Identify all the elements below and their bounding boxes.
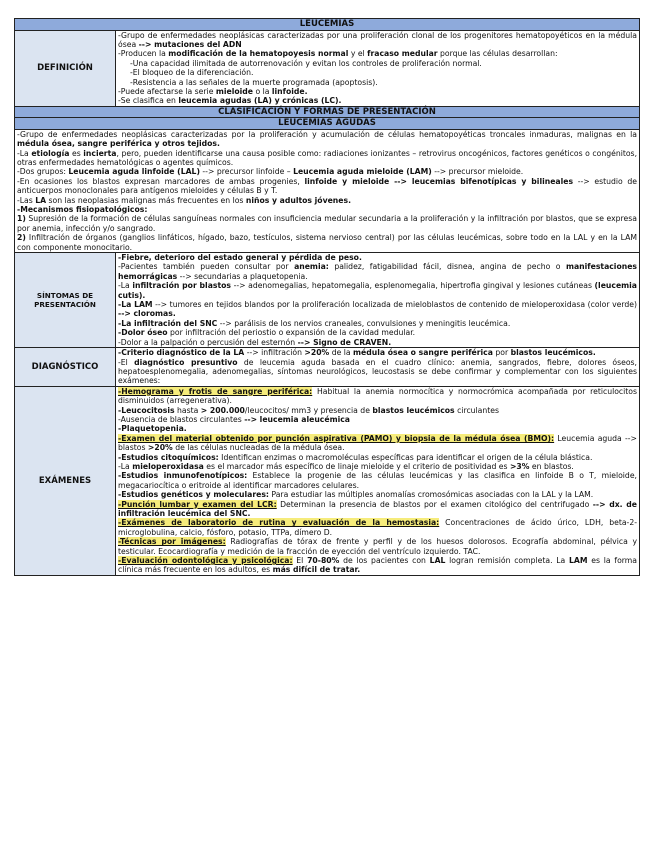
text-segment: Para estudiar las múltiples anomalías cromosómicas asociadas con la LAL y la LAM. [268, 490, 594, 500]
bold-text: --> dx. de infiltración leucémica del SNC. [118, 499, 637, 518]
text-line [17, 167, 637, 176]
text-segment: --> parálisis de los nervios craneales, convulsiones y meningitis leucémica. [217, 318, 511, 328]
clasificacion-row [15, 106, 640, 118]
text-segment: son las neoplasias malignas más frecuentes en los [46, 195, 246, 205]
sintomas-row [15, 253, 640, 348]
bold-text: -Fiebre, deterioro del estado general y pérdida de peso. [118, 253, 362, 263]
text-line [118, 500, 637, 519]
bold-text: linfoide y mieloide --> leucemias bifenotípicas y bilineales [304, 176, 574, 186]
clasificacion-title: CLASIFICACIÓN Y FORMAS DE PRESENTACIÓN [15, 106, 640, 118]
text-segment: circulantes [454, 405, 500, 415]
text-segment: en blastos. [529, 461, 574, 471]
text-segment: de las células nucleadas de la médula ósea. [172, 443, 345, 453]
text-segment: --> precursor linfoide – [199, 167, 294, 177]
bold-text: -La infiltración del SNC [118, 318, 218, 328]
text-segment: o la [253, 86, 272, 96]
text-line [118, 453, 637, 462]
bold-text: blastos leucémicos. [510, 348, 596, 358]
text-segment: -Dos grupos: [17, 167, 69, 177]
bold-text: --> cloromas. [118, 309, 176, 319]
text-segment: --> infiltración [244, 348, 305, 358]
text-line [118, 358, 637, 386]
text-segment: es el marcador más específico de linaje mieloide y el criterio de positividad es [203, 461, 510, 471]
text-line [118, 253, 637, 262]
text-line [118, 490, 637, 499]
text-segment: Leucemia aguda --> blastos [118, 433, 637, 453]
bold-text: >20% [304, 348, 330, 358]
highlighted-text: -Punción lumbar y examen del LCR: [118, 499, 277, 509]
highlighted-text: -Técnicas por imágenes: [118, 537, 226, 547]
text-segment: Determinan la presencia de blastos por el examen citológico del centrifugado [276, 499, 593, 509]
text-segment: y el [348, 49, 368, 59]
text-line [118, 424, 637, 433]
text-line [118, 434, 637, 453]
bold-text: -Dolor óseo [118, 328, 168, 338]
text-segment: -Ausencia de blastos circulantes [118, 414, 245, 424]
text-line [17, 149, 637, 168]
leucemias-sheet [14, 18, 639, 576]
text-line [118, 518, 637, 537]
bold-text: mieloperoxidasa [132, 461, 204, 471]
examenes-label: EXÁMENES [15, 386, 116, 575]
text-segment: -La [118, 281, 133, 291]
text-line [17, 205, 637, 214]
text-line [118, 338, 637, 347]
text-segment: de la [329, 348, 354, 358]
text-line [17, 177, 637, 196]
text-line [118, 68, 637, 77]
bold-text: manifestaciones hemorrágicas [118, 262, 637, 281]
bold-text: --> leucemia aleucémica [244, 414, 350, 424]
bold-text: mieloide [215, 86, 254, 96]
text-line [118, 96, 637, 105]
bold-text: más difícil de tratar. [272, 565, 361, 575]
agudas-title-row [15, 118, 640, 130]
agudas-row [15, 129, 640, 252]
text-segment: Supresión de la formación de células sanguíneas normales con insuficiencia medular secundaria a la proliferación y la infiltración por blastos, que se expresa por anemia, infección y/o sangrado. [17, 214, 637, 233]
text-segment: hasta [174, 405, 201, 415]
bold-text: blastos leucémicos [372, 405, 455, 415]
text-segment: es la forma clínica más frecuente en los adultos, es [118, 556, 637, 575]
bold-text: Leucemia aguda mieloide (LAM) [293, 167, 432, 177]
bold-text: LAL [429, 556, 446, 566]
text-line [118, 387, 637, 406]
text-segment: es [69, 148, 84, 158]
highlighted-text: -Evaluación odontológica y psicológica: [118, 556, 293, 566]
text-line [118, 537, 637, 556]
agudas-title: LEUCEMIAS AGUDAS [15, 118, 640, 130]
sintomas-content [116, 253, 640, 348]
text-segment: -El [118, 357, 135, 367]
text-segment: logran remisión completa. La [445, 556, 570, 566]
highlighted-text: -Examen del material obtenido por punción aspirativa (PAMO) y biopsia de la médula ósea (BMO): [118, 433, 555, 443]
text-segment: -Grupo de enfermedades neoplásicas caracterizadas por una proliferación clonal de los progenitores hematopoyéticos en la médula ósea [118, 30, 637, 49]
bold-text: diagnóstico presuntivo [134, 357, 238, 367]
bold-text: LAM [569, 556, 588, 566]
text-segment: --> estudio de anticuerpos monoclonales para antígenos mieloides y células B y T. [17, 176, 637, 196]
text-line [118, 348, 637, 357]
bold-text: -Leucocitosis [118, 405, 175, 415]
text-line [17, 214, 637, 233]
text-segment: , pero, pueden identificarse una causa posible como: radiaciones ionizantes – retrovirus oncogénicos, factores genéticos o congénitos, otras enfermedades hematológicas o agentes químicos. [17, 148, 638, 167]
bold-text: -Estudios citoquímicos: [118, 452, 219, 462]
text-segment: de los pacientes con [339, 556, 430, 566]
bold-text: etiología [31, 148, 70, 158]
bold-text: >3% [509, 461, 530, 471]
text-segment: -Las [17, 195, 36, 205]
text-segment: --> precursor mieloide. [431, 167, 524, 177]
text-line [118, 462, 637, 471]
sintomas-label: SÍNTOMAS DE PRESENTACIÓN [15, 253, 116, 348]
text-segment: -Se clasifica en [118, 96, 179, 106]
text-segment: Habitual la anemia normocítica y normocrómica acompañada por reticulocitos disminuidos (arregenerativa). [118, 386, 638, 406]
text-segment: de leucemia aguda basada en el cuadro clínico: anemia, sangrados, fiebre, dolores óseos, hepatoesplenomegalia, adenomegalias, síntomas neurológicos, leucostasis se debe confirmar y complementar con los siguientes exámenes: [118, 357, 637, 386]
text-line [118, 49, 637, 58]
text-segment: -Grupo de enfermedades neoplásicas caracterizadas por la proliferación y acumulación de células hematopoyéticas troncales inmaduras, malignas en la [17, 129, 637, 139]
highlighted-text: -Exámenes de laboratorio de rutina y evaluación de la hemostasia: [118, 518, 440, 528]
text-segment: --> tumores en tejidos blandos por la proliferación localizada de mieloblastos de contenido de mieloperoxidasa (color verde) [152, 300, 637, 310]
definicion-label: DEFINICIÓN [15, 30, 116, 106]
bold-text: Leucemia aguda linfoide (LAL) [68, 167, 200, 177]
text-line [118, 59, 637, 68]
bold-text: -Plaquetopenia. [118, 424, 187, 434]
text-segment: -En ocasiones los blastos expresan marcadores de ambas progenies, [17, 176, 305, 186]
text-line [118, 328, 637, 337]
text-line [118, 415, 637, 424]
text-segment: Infiltración de órganos (ganglios linfáticos, hígado, bazo, testículos, sistema nervioso central) por las células leucémicas, sobre todo en la LAL y en la LAM con componente monocitario. [17, 233, 637, 252]
text-line [118, 262, 637, 281]
highlighted-text: -Hemograma y frotis de sangre periférica: [118, 386, 313, 396]
text-segment: porque las células desarrollan: [437, 49, 558, 59]
bold-text: médula ósea, sangre periférica y otros tejidos. [17, 139, 220, 149]
bold-text: leucemia agudas (LA) y crónicas (LC). [178, 96, 342, 106]
bold-text: --> Signo de CRAVEN. [297, 337, 392, 347]
bold-text: anemia: [294, 262, 329, 272]
bold-text: médula ósea o sangre periférica [353, 348, 493, 358]
text-segment: Establece la progenie de las células leucémicas y las clasifica en linfoide B o T, mieloide, megacariocítica o eritroide al identificar marcadores celulares. [118, 471, 637, 490]
text-line [17, 233, 637, 252]
text-segment: Radiografías de tórax de frente y perfil y de los huesos dolorosos. Ecografía abdominal, pélvica y testicular. Ecocardiografía y medición de la fracción de eyección del ventrículo izquierdo. TAC. [118, 537, 637, 556]
table-title: LEUCEMIAS [15, 19, 640, 31]
definicion-content [116, 30, 640, 106]
definicion-row [15, 30, 640, 106]
bold-text: -Mecanismos fisiopatológicos: [17, 205, 148, 214]
bold-text: LA [35, 195, 47, 205]
text-line [17, 196, 637, 205]
diagnostico-row [15, 348, 640, 387]
text-segment: -El bloqueo de la diferenciación. [130, 68, 254, 78]
text-segment: por infiltración del periostio o expansión de la cavidad medular. [167, 328, 416, 338]
bold-text: 1) [17, 214, 26, 224]
agudas-content [15, 129, 640, 252]
text-segment: Concentraciones de ácido úrico, LDH, beta-2-microglobulina, calcio, fósforo, potasio, TTPa, dímero D. [118, 518, 637, 537]
text-segment: --> adenomegalias, hepatomegalia, esplenomegalia, hipertrofia gingival y lesiones cutáneas [231, 281, 595, 291]
bold-text: > 200.000 [200, 405, 245, 415]
text-line [118, 31, 637, 50]
leucemias-table [14, 18, 640, 576]
text-segment: -Dolor a la palpación o percusión del esternón [118, 337, 298, 347]
bold-text: -Estudios inmunofenotípicos: [118, 471, 248, 481]
text-segment: por [492, 348, 511, 358]
text-line [118, 87, 637, 96]
bold-text: infiltración por blastos [132, 281, 231, 291]
bold-text: (leucemia cutis). [118, 281, 637, 300]
text-line [118, 78, 637, 87]
text-line [118, 556, 637, 575]
text-segment: -La [118, 461, 133, 471]
diagnostico-content [116, 348, 640, 387]
examenes-content [116, 386, 640, 575]
text-segment: palidez, fatigabilidad fácil, disnea, angina de pecho o [328, 262, 566, 272]
text-line [118, 319, 637, 328]
text-line [118, 281, 637, 300]
examenes-row [15, 386, 640, 575]
text-segment: -Una capacidad ilimitada de autorrenovación y evitan los controles de proliferación normal. [130, 58, 482, 68]
text-segment: -Resistencia a las señales de la muerte programada (apoptosis). [130, 77, 378, 87]
text-segment: -Pacientes también pueden consultar por [118, 262, 295, 272]
text-segment: -Puede afectarse la serie [118, 86, 216, 96]
bold-text: -Estudios genéticos y moleculares: [118, 490, 269, 500]
diagnostico-label: DIAGNÓSTICO [15, 348, 116, 387]
text-segment: El [292, 556, 308, 566]
text-line [118, 471, 637, 490]
bold-text: niños y adultos jóvenes. [245, 195, 351, 205]
text-line [118, 406, 637, 415]
bold-text: --> mutaciones del ADN [138, 39, 242, 49]
bold-text: fracaso medular [367, 49, 438, 59]
bold-text: incierta [83, 148, 117, 158]
bold-text: >20% [147, 443, 173, 453]
text-segment: -La [17, 148, 32, 158]
text-segment: Identifican enzimas o macromoléculas específicas para identificar el origen de la célula blástica. [218, 452, 593, 462]
text-line [17, 130, 637, 149]
text-line [118, 300, 637, 319]
text-segment: /leucocitos/ mm3 y presencia de [244, 405, 373, 415]
text-segment: --> secundarias a plaquetopenia. [177, 271, 308, 281]
title-row [15, 19, 640, 31]
bold-text: -Criterio diagnóstico de la LA [118, 348, 245, 358]
bold-text: 70-80% [307, 556, 340, 566]
bold-text: -La LAM [118, 300, 153, 310]
bold-text: modificación de la hematopoyesis normal [168, 49, 349, 59]
text-segment: -Producen la [118, 49, 169, 59]
bold-text: 2) [17, 233, 26, 243]
bold-text: linfoide. [271, 86, 308, 96]
